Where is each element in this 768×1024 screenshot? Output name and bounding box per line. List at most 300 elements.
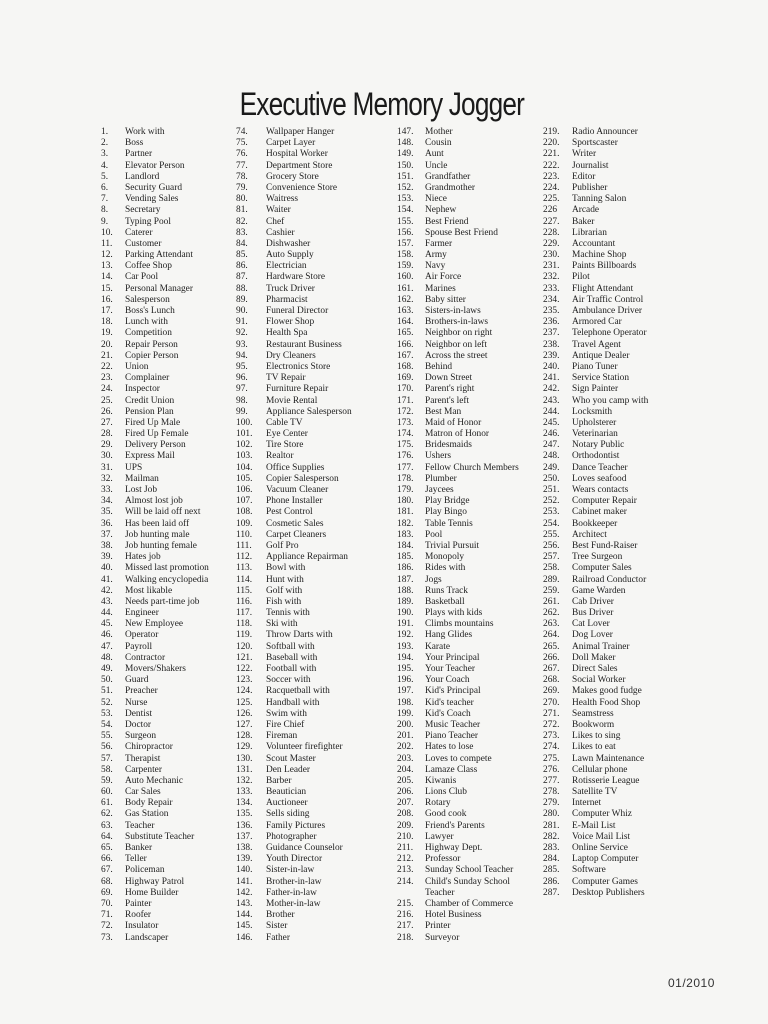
list-item xyxy=(543,161,648,172)
item-label: Cashier xyxy=(266,227,295,238)
item-label: Missed last promotion xyxy=(125,563,209,574)
item-label: Fellow Church Members xyxy=(425,462,519,473)
item-number: 69. xyxy=(101,887,113,898)
item-number: 83. xyxy=(236,227,248,238)
item-number: 142. xyxy=(236,887,253,898)
list-item xyxy=(543,440,648,451)
list-item xyxy=(543,295,648,306)
list-item xyxy=(543,172,648,183)
item-number: 2. xyxy=(101,138,109,149)
list-item xyxy=(101,451,209,462)
item-number: 161. xyxy=(397,283,414,294)
item-number: 25. xyxy=(101,395,113,406)
list-item xyxy=(236,754,352,765)
list-item xyxy=(236,250,352,261)
item-number: 107. xyxy=(236,496,253,507)
item-number: 108. xyxy=(236,507,253,518)
item-label: Chamber of Commerce xyxy=(425,898,513,909)
item-label: Seamstress xyxy=(572,708,614,719)
list-item xyxy=(397,239,519,250)
item-label: Dog Lover xyxy=(572,630,613,641)
item-label: Telephone Operator xyxy=(572,328,647,339)
item-number: 182. xyxy=(397,518,414,529)
list-item xyxy=(543,731,648,742)
item-label: Army xyxy=(425,250,447,261)
item-label: Father-in-law xyxy=(266,887,317,898)
item-label: Orthodontist xyxy=(572,451,620,462)
item-number: 133. xyxy=(236,787,253,798)
list-item xyxy=(543,575,648,586)
item-number: 136. xyxy=(236,820,253,831)
item-number: 285. xyxy=(543,865,560,876)
item-number: 257. xyxy=(543,552,560,563)
list-item xyxy=(101,127,209,138)
item-number: 59. xyxy=(101,775,113,786)
list-item xyxy=(543,809,648,820)
item-label: Parent's right xyxy=(425,384,475,395)
item-number: 219. xyxy=(543,127,560,137)
item-label: Flower Shop xyxy=(266,317,315,328)
item-number: 183. xyxy=(397,529,414,540)
list-item xyxy=(397,228,519,239)
item-label: Air Force xyxy=(425,272,462,283)
list-item xyxy=(101,765,209,776)
item-number: 267. xyxy=(543,664,560,674)
list-item xyxy=(397,921,519,932)
list-item xyxy=(397,205,519,216)
item-label: Jaycees xyxy=(425,485,454,495)
item-label: Truck Driver xyxy=(266,283,315,294)
item-label: Monopoly xyxy=(425,552,465,563)
list-item xyxy=(101,731,209,742)
item-label: Movie Rental xyxy=(266,395,318,406)
item-number: 247. xyxy=(543,440,560,451)
item-label: Parking Attendant xyxy=(125,250,193,261)
list-item xyxy=(543,843,648,854)
list-item xyxy=(236,418,352,429)
list-item xyxy=(236,619,352,630)
item-number: 152. xyxy=(397,182,414,193)
item-label: Antique Dealer xyxy=(572,350,630,361)
item-label: Softball with xyxy=(266,641,315,652)
list-item xyxy=(397,530,519,541)
item-label: Parent's left xyxy=(425,395,470,406)
item-number: 215. xyxy=(397,898,414,909)
list-item xyxy=(236,541,352,552)
item-number: 272. xyxy=(543,719,560,730)
item-number: 93. xyxy=(236,339,248,350)
item-number: 168. xyxy=(397,361,414,372)
list-item xyxy=(397,575,519,586)
list-item xyxy=(236,519,352,530)
item-label: Swim with xyxy=(266,708,307,719)
list-item xyxy=(101,821,209,832)
list-item xyxy=(236,675,352,686)
item-number: 120. xyxy=(236,641,253,652)
item-number: 229. xyxy=(543,238,560,249)
item-label: Soccer with xyxy=(266,675,311,686)
item-number: 37. xyxy=(101,529,113,540)
item-label: Ambulance Driver xyxy=(572,306,643,316)
item-number: 125. xyxy=(236,697,253,708)
item-number: 64. xyxy=(101,831,113,842)
list-item xyxy=(101,519,209,530)
item-number: 228. xyxy=(543,227,560,238)
item-number: 246. xyxy=(543,429,560,440)
list-item xyxy=(236,720,352,731)
item-label: Boss xyxy=(125,138,144,149)
list-item xyxy=(397,328,519,339)
item-number: 85. xyxy=(236,250,248,261)
item-number: 24. xyxy=(101,384,113,395)
item-number: 185. xyxy=(397,552,414,563)
item-label: Phone Installer xyxy=(266,496,323,507)
item-label: Dry Cleaners xyxy=(266,350,316,361)
item-number: 230. xyxy=(543,250,560,261)
item-number: 207. xyxy=(397,798,414,809)
list-item xyxy=(101,608,209,619)
item-number: 204. xyxy=(397,764,414,775)
item-number: 60. xyxy=(101,787,113,798)
item-number: 273. xyxy=(543,731,560,742)
item-label: Karate xyxy=(425,641,450,652)
list-item xyxy=(236,809,352,820)
item-number: 5. xyxy=(101,171,109,182)
item-label: Publisher xyxy=(572,182,608,193)
item-number: 10. xyxy=(101,227,113,238)
list-item xyxy=(397,463,519,474)
item-label: E-Mail List xyxy=(572,820,616,831)
item-label: Copier Person xyxy=(125,350,179,361)
item-number xyxy=(397,888,425,899)
item-number: 282. xyxy=(543,831,560,842)
item-label: Laptop Computer xyxy=(572,854,639,865)
list-item xyxy=(101,664,209,675)
list-item xyxy=(101,563,209,574)
list-item xyxy=(101,261,209,272)
item-number: 113. xyxy=(236,563,253,574)
list-item xyxy=(543,865,648,876)
item-number: 214. xyxy=(397,876,414,887)
list-item xyxy=(397,731,519,742)
item-label: Matron of Honor xyxy=(425,429,490,440)
list-item xyxy=(543,228,648,239)
list-item xyxy=(397,619,519,630)
list-item xyxy=(101,787,209,798)
list-item xyxy=(543,183,648,194)
item-label: Elevator Person xyxy=(125,160,185,171)
list-item xyxy=(543,619,648,630)
item-number: 116. xyxy=(236,596,253,607)
item-label: Brothers-in-laws xyxy=(425,317,489,328)
item-number: 87. xyxy=(236,272,248,283)
list-item xyxy=(543,798,648,809)
item-label: Hospital Worker xyxy=(266,149,328,160)
item-number: 239. xyxy=(543,350,560,361)
item-number: 234. xyxy=(543,294,560,305)
item-number: 117. xyxy=(236,608,253,619)
list-item xyxy=(236,709,352,720)
list-item xyxy=(236,597,352,608)
list-item xyxy=(236,530,352,541)
item-number: 170. xyxy=(397,384,414,395)
item-label: Guard xyxy=(125,675,149,686)
list-item xyxy=(543,384,648,395)
list-item xyxy=(397,172,519,183)
list-item xyxy=(397,765,519,776)
list-item xyxy=(543,317,648,328)
item-label: New Employee xyxy=(125,619,184,630)
item-label: Bookworm xyxy=(572,719,615,730)
list-item xyxy=(397,161,519,172)
list-item xyxy=(101,463,209,474)
list-item xyxy=(397,586,519,597)
item-label: Sister xyxy=(266,921,288,932)
item-label: Union xyxy=(125,361,149,372)
item-label: Hates job xyxy=(125,552,161,563)
list-item xyxy=(543,698,648,709)
item-number: 57. xyxy=(101,753,113,764)
item-label: Appliance Repairman xyxy=(266,552,348,563)
item-label: Caterer xyxy=(125,227,153,238)
item-number: 132. xyxy=(236,775,253,786)
item-number: 264. xyxy=(543,630,560,641)
item-number: 192. xyxy=(397,630,414,641)
list-item xyxy=(397,899,519,910)
item-number: 111. xyxy=(236,540,252,551)
list-item xyxy=(397,642,519,653)
item-number: 253. xyxy=(543,507,560,518)
item-number: 172. xyxy=(397,406,414,417)
item-number: 145. xyxy=(236,921,253,932)
item-label: Internet xyxy=(572,798,602,809)
list-item xyxy=(543,776,648,787)
item-number: 137. xyxy=(236,831,253,842)
list-item xyxy=(397,653,519,664)
item-label: Down Street xyxy=(425,373,473,384)
item-label: Landscaper xyxy=(125,932,169,943)
list-item xyxy=(101,877,209,888)
item-number: 94. xyxy=(236,350,248,361)
item-label: Auto Mechanic xyxy=(125,775,184,786)
list-item xyxy=(543,888,648,899)
item-label: Youth Director xyxy=(266,854,323,865)
list-item xyxy=(236,563,352,574)
item-label: Your Coach xyxy=(425,675,470,686)
item-label: Operator xyxy=(125,630,159,641)
item-number: 236. xyxy=(543,317,560,328)
list-item xyxy=(543,854,648,865)
list-item xyxy=(543,530,648,541)
item-number: 139. xyxy=(236,854,253,865)
item-label: Cab Driver xyxy=(572,596,614,607)
item-number: 101. xyxy=(236,429,253,440)
list-item xyxy=(543,507,648,518)
item-number: 51. xyxy=(101,686,113,697)
item-number: 263. xyxy=(543,619,560,630)
item-label: Surgeon xyxy=(125,731,157,742)
item-label: Runs Track xyxy=(425,585,468,596)
item-number: 3. xyxy=(101,149,109,160)
list-item xyxy=(101,642,209,653)
item-label: Spouse Best Friend xyxy=(425,227,498,238)
item-label: Guidance Counselor xyxy=(266,843,343,853)
list-item xyxy=(543,496,648,507)
item-number: 21. xyxy=(101,350,113,361)
item-number: 47. xyxy=(101,641,113,652)
item-number: 212. xyxy=(397,854,414,865)
list-item xyxy=(101,295,209,306)
list-item xyxy=(236,205,352,216)
list-item xyxy=(101,653,209,664)
list-item xyxy=(543,272,648,283)
list-item xyxy=(397,519,519,530)
item-number: 227. xyxy=(543,216,560,227)
item-number: 177. xyxy=(397,462,414,473)
list-item xyxy=(397,474,519,485)
item-label: Gas Station xyxy=(125,809,169,820)
item-label: Notary Public xyxy=(572,440,625,451)
item-label: Piano Teacher xyxy=(425,731,479,742)
item-number: 200. xyxy=(397,719,414,730)
list-item xyxy=(397,608,519,619)
list-item xyxy=(397,418,519,429)
item-label: Your Teacher xyxy=(425,664,476,674)
item-label: Baker xyxy=(572,216,595,227)
list-item xyxy=(101,675,209,686)
item-label: Golf with xyxy=(266,585,303,596)
item-number: 16. xyxy=(101,294,113,305)
list-item xyxy=(101,507,209,518)
item-number: 67. xyxy=(101,865,113,876)
item-label: Ushers xyxy=(425,451,452,462)
item-label: Vacuum Cleaner xyxy=(266,485,329,495)
item-number: 274. xyxy=(543,742,560,753)
list-item xyxy=(397,809,519,820)
item-label: Marines xyxy=(425,283,456,294)
item-number: 232. xyxy=(543,272,560,283)
item-number: 29. xyxy=(101,440,113,451)
list-item xyxy=(236,272,352,283)
date-footer: 01/2010 xyxy=(668,976,715,990)
item-number: 190. xyxy=(397,608,414,619)
item-label: Customer xyxy=(125,238,162,249)
item-number: 213. xyxy=(397,865,414,876)
item-label: Carpet Cleaners xyxy=(266,529,327,540)
list-item xyxy=(397,384,519,395)
item-label: Basketball xyxy=(425,596,465,607)
item-label: Office Supplies xyxy=(266,462,325,473)
item-number: 220. xyxy=(543,138,560,149)
item-number: 95. xyxy=(236,361,248,372)
item-label: Doll Maker xyxy=(572,652,616,663)
item-number: 184. xyxy=(397,540,414,551)
item-number: 233. xyxy=(543,283,560,294)
list-item xyxy=(397,295,519,306)
item-number: 41. xyxy=(101,574,113,585)
item-number: 221. xyxy=(543,149,560,160)
item-label: Substitute Teacher xyxy=(125,831,195,842)
item-label: Waitress xyxy=(266,194,299,205)
item-number: 218. xyxy=(397,932,414,943)
item-number: 38. xyxy=(101,540,113,551)
item-label: Baseball with xyxy=(266,652,318,663)
item-label: Dentist xyxy=(125,708,153,719)
list-item xyxy=(236,575,352,586)
item-number: 222. xyxy=(543,160,560,171)
list-item xyxy=(236,138,352,149)
item-label: Likes to sing xyxy=(572,731,621,742)
item-number: 81. xyxy=(236,205,248,216)
item-label: Volunteer firefighter xyxy=(266,742,343,753)
list-item xyxy=(236,474,352,485)
list-item xyxy=(236,698,352,709)
list-item xyxy=(101,530,209,541)
list-item xyxy=(101,686,209,697)
item-label: Computer Whiz xyxy=(572,809,632,820)
item-label: Air Traffic Control xyxy=(572,294,644,305)
item-number: 124. xyxy=(236,686,253,697)
list-item xyxy=(236,306,352,317)
item-number: 4. xyxy=(101,160,109,171)
item-number: 134. xyxy=(236,798,253,809)
item-number: 231. xyxy=(543,261,560,272)
list-item xyxy=(397,933,519,944)
item-number: 61. xyxy=(101,798,113,809)
item-label: Sign Painter xyxy=(572,384,619,395)
list-item xyxy=(543,362,648,373)
item-label: Competition xyxy=(125,328,172,339)
list-item xyxy=(101,496,209,507)
item-number: 265. xyxy=(543,641,560,652)
list-item xyxy=(236,351,352,362)
item-number: 8. xyxy=(101,205,109,216)
list-item xyxy=(236,407,352,418)
item-number: 189. xyxy=(397,596,414,607)
list-column-3 xyxy=(397,127,519,944)
item-label: Editor xyxy=(572,171,596,182)
list-item xyxy=(543,463,648,474)
item-label: Bowl with xyxy=(266,563,306,574)
item-label: Wallpaper Hanger xyxy=(266,127,335,137)
item-label: Hunt with xyxy=(266,574,304,585)
item-number: 156. xyxy=(397,227,414,238)
item-label: Cat Lover xyxy=(572,619,610,630)
item-label: Beautician xyxy=(266,787,307,798)
list-item xyxy=(101,843,209,854)
list-item xyxy=(101,194,209,205)
list-item xyxy=(543,608,648,619)
list-item xyxy=(543,675,648,686)
item-label: Bus Driver xyxy=(572,608,614,619)
list-item xyxy=(397,821,519,832)
item-number: 209. xyxy=(397,820,414,831)
item-label: Pool xyxy=(425,529,443,540)
item-number: 206. xyxy=(397,787,414,798)
item-label: Tanning Salon xyxy=(572,194,627,205)
item-label: Furniture Repair xyxy=(266,384,329,395)
item-label: Highway Dept. xyxy=(425,843,483,853)
list-item xyxy=(543,149,648,160)
item-number: 150. xyxy=(397,160,414,171)
item-label: Child's Sunday School xyxy=(425,876,511,887)
item-number: 275. xyxy=(543,753,560,764)
item-number: 92. xyxy=(236,328,248,339)
item-number: 104. xyxy=(236,462,253,473)
item-number: 75. xyxy=(236,138,248,149)
item-label: Security Guard xyxy=(125,182,183,193)
list-item xyxy=(101,407,209,418)
